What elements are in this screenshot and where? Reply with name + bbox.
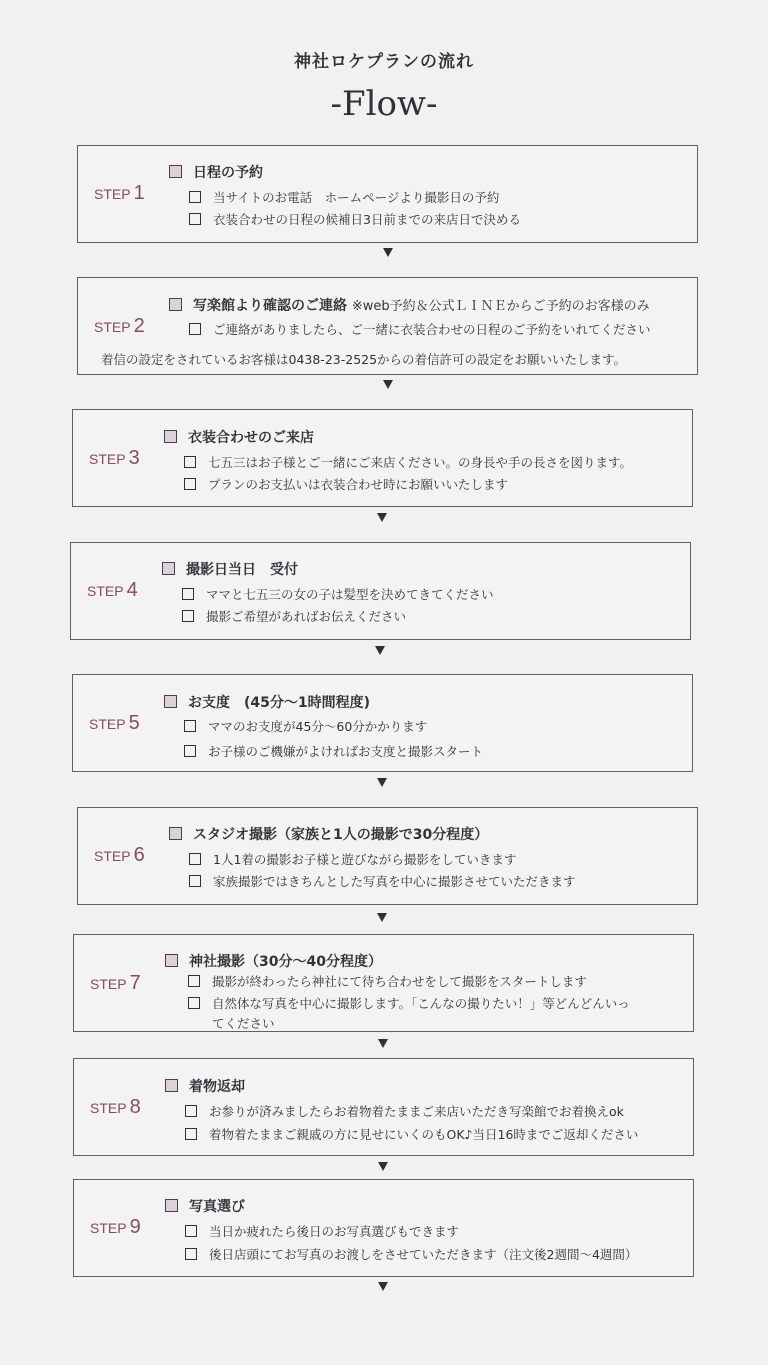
check-icon xyxy=(165,1079,178,1092)
step-2-title: 写楽館より確認のご連絡 ※web予約＆公式ＬＩＮＥからご予約のお客様のみ xyxy=(169,295,650,315)
checkbox-icon xyxy=(189,323,201,335)
checkbox-icon xyxy=(185,1248,197,1260)
step-2-extra: 着信の設定をされているお客様は0438-23-2525からの着信許可の設定をお願いいたします。 xyxy=(101,352,627,367)
arrow-down-icon xyxy=(378,1039,388,1048)
arrow-down-icon xyxy=(378,1162,388,1171)
step-3-label: STEP 3 xyxy=(89,447,140,469)
arrow-down-icon xyxy=(377,913,387,922)
step-7-item-2: 自然体な写真を中心に撮影します。「こんなの撮りたい！」等どんどんいっ xyxy=(188,994,630,1012)
step-9-label: STEP 9 xyxy=(90,1216,141,1238)
checkbox-icon xyxy=(189,853,201,865)
checkbox-icon xyxy=(188,997,200,1009)
checkbox-icon xyxy=(182,610,194,622)
arrow-down-icon xyxy=(383,248,393,257)
page-title: 神社ロケプランの流れ xyxy=(294,52,474,72)
step-4-item-1: ママと七五三の女の子は髪型を決めてきてください xyxy=(182,585,494,603)
arrow-down-icon xyxy=(377,778,387,787)
step-3-title: 衣装合わせのご来店 xyxy=(164,427,314,447)
checkbox-icon xyxy=(184,720,196,732)
step-7-label: STEP 7 xyxy=(90,972,141,994)
checkbox-icon xyxy=(185,1128,197,1140)
step-4-item-2: 撮影ご希望があればお伝えください xyxy=(182,607,406,625)
checkbox-icon xyxy=(189,875,201,887)
checkbox-icon xyxy=(189,191,201,203)
step-9-title: 写真選び xyxy=(165,1196,245,1216)
check-icon xyxy=(162,562,175,575)
step-5-item-2: お子様のご機嫌がよければお支度と撮影スタート xyxy=(184,742,483,760)
step-9-item-2: 後日店頭にてお写真のお渡しをさせていただきます（注文後2週間〜4週間） xyxy=(185,1245,637,1263)
checkbox-icon xyxy=(184,745,196,757)
step-6-item-2: 家族撮影ではきちんとした写真を中心に撮影させていただきます xyxy=(189,872,576,890)
arrow-down-icon xyxy=(383,380,393,389)
flow-heading: -Flow- xyxy=(330,84,438,124)
check-icon xyxy=(169,827,182,840)
check-icon xyxy=(165,954,178,967)
step-3-item-1: 七五三はお子様とご一緒にご来店ください。の身長や手の長さを図ります。 xyxy=(184,453,632,471)
step-6-title: スタジオ撮影（家族と1人の撮影で30分程度） xyxy=(169,824,488,844)
checkbox-icon xyxy=(189,213,201,225)
step-7-title: 神社撮影（30分〜40分程度） xyxy=(165,951,382,971)
arrow-down-icon xyxy=(378,1282,388,1291)
step-7-item-2-cont: てください xyxy=(212,1016,275,1031)
check-icon xyxy=(169,165,182,178)
check-icon xyxy=(164,430,177,443)
arrow-down-icon xyxy=(377,513,387,522)
step-8-item-2: 着物着たままご親戚の方に見せにいくのもOK♪当日16時までご返却ください xyxy=(185,1125,638,1143)
step-2-label: STEP 2 xyxy=(94,315,145,337)
step-2-item-1: ご連絡がありましたら、ご一緒に衣装合わせの日程のご予約をいれてください xyxy=(189,320,651,338)
step-4-label: STEP 4 xyxy=(87,579,138,601)
check-icon xyxy=(169,298,182,311)
step-8-label: STEP 8 xyxy=(90,1096,141,1118)
checkbox-icon xyxy=(188,975,200,987)
check-icon xyxy=(164,695,177,708)
step-1-label: STEP 1 xyxy=(94,182,145,204)
checkbox-icon xyxy=(182,588,194,600)
step-8-item-1: お参りが済みましたらお着物着たままご来店いただき写楽館でお着換えok xyxy=(185,1102,624,1120)
checkbox-icon xyxy=(184,478,196,490)
step-1-item-2: 衣装合わせの日程の候補日3日前までの来店日で決める xyxy=(189,210,521,228)
step-6-item-1: 1人1着の撮影お子様と遊びながら撮影をしていきます xyxy=(189,850,516,868)
step-1-title: 日程の予約 xyxy=(169,162,263,182)
checkbox-icon xyxy=(185,1225,197,1237)
step-8-title: 着物返却 xyxy=(165,1076,245,1096)
step-6-label: STEP 6 xyxy=(94,844,145,866)
step-3-item-2: プランのお支払いは衣装合わせ時にお願いいたします xyxy=(184,475,508,493)
step-7-item-1: 撮影が終わったら神社にて待ち合わせをして撮影をスタートします xyxy=(188,972,587,990)
step-4-title: 撮影日当日 受付 xyxy=(162,559,298,579)
step-5-label: STEP 5 xyxy=(89,712,140,734)
checkbox-icon xyxy=(184,456,196,468)
step-1-item-1: 当サイトのお電話 ホームページより撮影日の予約 xyxy=(189,188,499,206)
checkbox-icon xyxy=(185,1105,197,1117)
step-5-item-1: ママのお支度が45分〜60分かかります xyxy=(184,717,427,735)
step-5-title: お支度 (45分〜1時間程度) xyxy=(164,692,370,712)
check-icon xyxy=(165,1199,178,1212)
arrow-down-icon xyxy=(375,646,385,655)
step-9-item-1: 当日か疲れたら後日のお写真選びもできます xyxy=(185,1222,459,1240)
